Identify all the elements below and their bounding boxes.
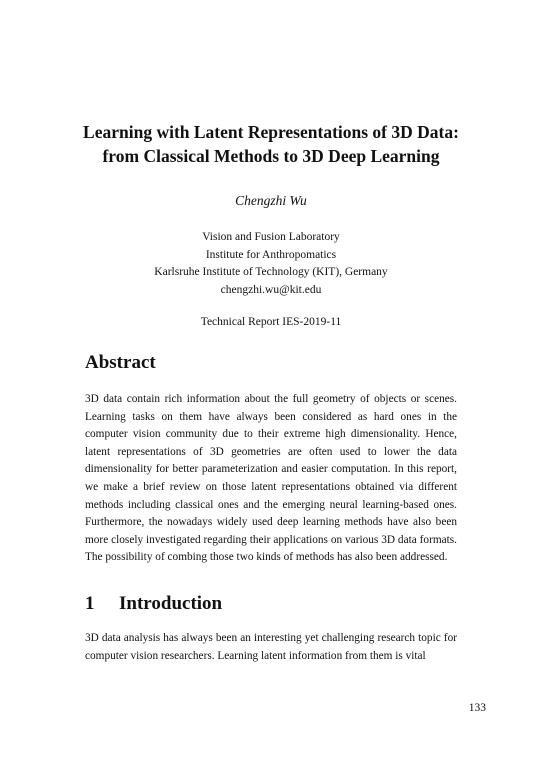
title-line-2: from Classical Methods to 3D Deep Learning <box>102 146 440 166</box>
author-name: Chengzhi Wu <box>235 193 307 208</box>
page-number: 133 <box>468 702 486 714</box>
title-line-1: Learning with Latent Representations of 3D Data: <box>83 122 459 142</box>
affiliation-block <box>40 229 502 299</box>
report-id: Technical Report IES-2019-11 <box>200 316 342 328</box>
affiliation-lab: Vision and Fusion Laboratory <box>202 231 340 243</box>
section-heading <box>85 593 222 615</box>
paper-title <box>40 120 502 168</box>
affiliation-institute: Institute for Anthropomatics <box>205 248 337 261</box>
abstract-text: 3D data contain rich information about the full geometry of objects or scenes. Learning tasks on them have always been considered as hard ones in the computer vision community due to their extreme high dimensionality. Hence, latent representations of 3D geometries are often used to lower the data dimensionality for better parameterization and easier computation. In this report, we make a brief review on those latent representations obtained via different methods including classical ones and the emerging neural learning-based ones. Furthermore, the nowadays widely used deep learning methods have also been more closely investigated regarding their applications on various 3D data formats. The possibility of combing those two kinds of methods has also been addressed. <box>85 393 457 564</box>
section-number: 1 <box>85 593 95 614</box>
intro-text: 3D data analysis has always been an interesting yet challenging research topic for computer vision researchers. Learning latent information from them is vital <box>85 632 457 662</box>
author-email: chengzhi.wu@kit.edu <box>220 283 322 296</box>
section-title: Introduction <box>119 593 223 614</box>
abstract-heading: Abstract <box>85 352 156 373</box>
affiliation-university: Karlsruhe Institute of Technology (KIT), Germany <box>154 266 388 278</box>
